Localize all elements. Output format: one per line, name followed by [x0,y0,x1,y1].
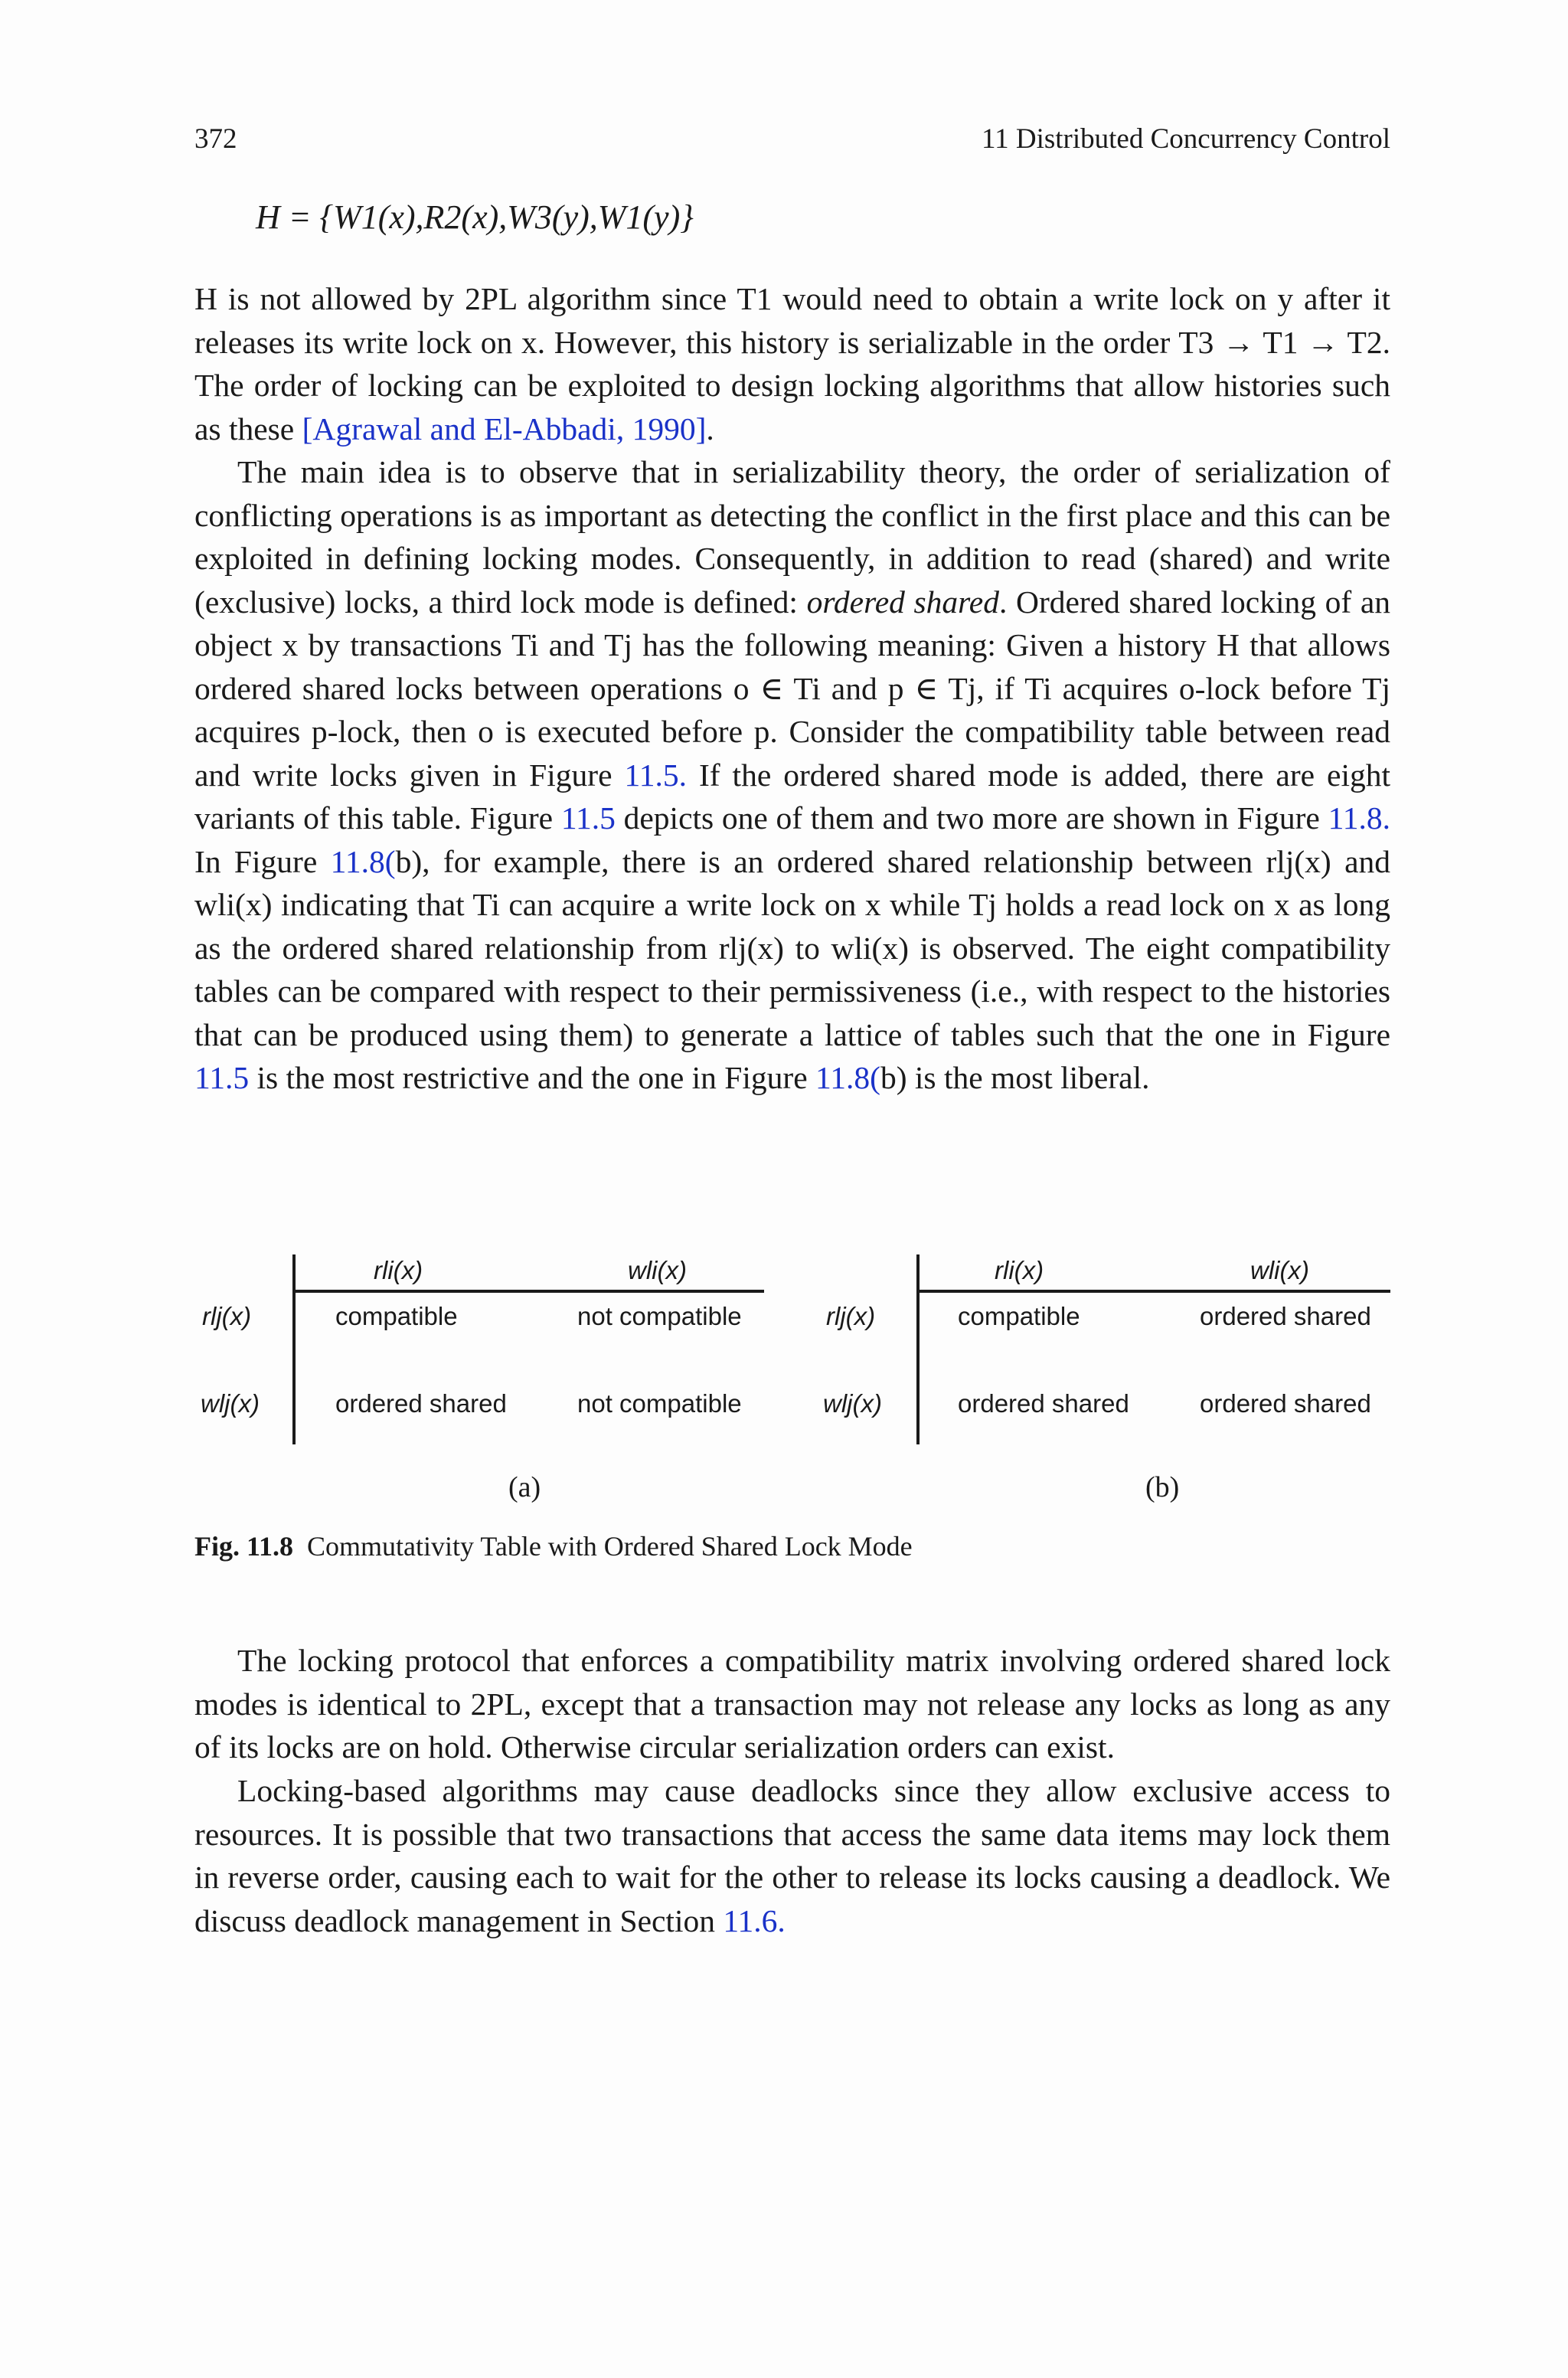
paragraph-2-text-f: b), for example, there is an ordered shared relationship between rlj(x) and wli(x) indicating that Ti can acquire a write lock on x while Tj holds a read lock on x as long as the ordered shared relationship from rlj(x) to wli(x) is observed. The eight compatibility tables can be compared with respect to their permissiveness (i.e., with respect to the histories that can be produced using them) to generate a lattice of tables such that the one in Figure [194,843,1391,1052]
row-header: rlj(x) [826,1302,876,1330]
paragraph-2-text-a: The main idea is to observe that in serializability theory, the order of serialization of conflicting operations is as important as detecting the conflict in the first place and this can be exploited in defining locking modes. Consequently, in addition to read (shared) and write (exclusive) locks, a third lock mode is defined: [194,454,1390,620]
col-header: wli(x) [1250,1256,1309,1284]
col-header: rli(x) [995,1256,1044,1284]
figure-caption-text: Commutativity Table with Ordered Shared Lock Mode [307,1531,913,1562]
paragraph-1: H is not allowed by 2PL algorithm since T1 would need to obtain a write lock on y after it releases its write lock on x. However, this history is serializable in the order T3 → T1 → T2. The order of locking can be exploited to design locking algorithms that allow histories such as these [Agrawal and El-Abbadi, 1990]. [194,281,1390,446]
figure-11-8 [194,1241,1390,1532]
figure-ref-11-5[interactable]: 11.5 [560,800,616,836]
figure-caption [194,1530,913,1562]
paragraph-2-text-c: If the ordered shared mode is added, there are eight variants of this table. Figure [194,757,1391,836]
paragraph-4 [194,1769,1390,1942]
paragraph-2-text-e: In Figure [194,843,318,879]
table-cell: ordered shared [958,1389,1129,1418]
figure-ref-11-8[interactable]: 11.8. [1328,800,1391,836]
paragraph-2-text-b: Ordered shared locking of an object x by transactions Ti and Tj has the following meaning: Given a history H that allows ordered shared locks between operations o ∈ Ti and p ∈ Tj, if Ti acquires o-lock before Tj acquires p-lock, then o is executed before p. Consider the compatibility table between read and write locks given in Figure [194,584,1391,793]
citation-link[interactable]: [Agrawal and El-Abbadi, 1990] [302,411,707,446]
table-cell: compatible [335,1302,458,1330]
table-divider-vertical [916,1254,920,1444]
ordered-shared-emphasis: ordered shared [806,584,999,620]
figure-caption-label: Fig. 11.8 [194,1531,294,1562]
table-cell: not compatible [577,1302,742,1330]
running-title: 11 Distributed Concurrency Control [981,123,1390,155]
figure-ref-11-5[interactable]: 11.5. [624,757,687,793]
col-header: wli(x) [628,1256,687,1284]
row-header: rlj(x) [202,1302,252,1330]
table-cell: ordered shared [1200,1389,1371,1418]
table-divider-vertical [292,1254,296,1444]
table-cell: not compatible [577,1389,742,1418]
subfigure-label-a: (a) [508,1471,541,1503]
paragraph-1-text: H is not allowed by 2PL algorithm since T1 would need to obtain a write lock on y after it releases its write lock on x. However, this history is serializable in the order T3 → T1 → T2. The order of locking can be exploited to design locking algorithms that allow histories such as these [194,281,1390,446]
subfigure-label-b: (b) [1145,1471,1180,1503]
compat-table-b [818,1241,1390,1432]
paragraph-2-text-d: depicts one of them and two more are shown in Figure [623,800,1320,836]
section-ref-11-6[interactable]: 11.6. [723,1902,786,1938]
row-header: wlj(x) [823,1389,882,1418]
page-number: 372 [194,123,237,155]
paragraph-4-text: Locking-based algorithms may cause deadlocks since they allow exclusive access to resources. It is possible that two transactions that access the same data items may lock them in reverse order, causing each to wait for the other to release its locks causing a deadlock. We discuss deadlock management in Section [194,1773,1390,1938]
table-cell: ordered shared [1200,1302,1371,1330]
table-cell: ordered shared [335,1389,507,1418]
col-header: rli(x) [374,1256,423,1284]
paragraph-2: The main idea is to observe that in serializability theory, the order of serialization of conflicting operations is as important as detecting the conflict in the first place and this can be exploited in defining locking modes. Consequently, in addition to read (shared) and write (exclusive) locks, a third lock mode is defined: ordered shared. Ordered shared locking of an object x by transactions Ti and Tj has the following meaning: Given a history H that allows ordered shared locks between operations o ∈ Ti and p ∈ Tj, if Ti acquires o-lock before Tj acquires p-lock, then o is executed before p. Consider the compatibility table between read and write locks given in Figure 11.5. If the ordered shared mode is added, there are eight variants of this table. Figure 11.5 depicts one of them and two more are shown in Figure 11.8. In Figure 11.8(b), for example, there is an ordered shared relationship between rlj(x) and wli(x) indicating that Ti can acquire a write lock on x while Tj holds a read lock on x as long as the ordered shared relationship from rlj(x) to wli(x) is observed. The eight compatibility tables can be compared with respect to their permissiveness (i.e., with respect to the histories that can be produced using them) to generate a lattice of tables such that the one in Figure 11.5 is the most restrictive and the one in Figure 11.8(b) is the most liberal. [194,454,1391,1095]
table-divider-horizontal [916,1290,1390,1293]
paragraph-2-text-g: is the most restrictive and the one in Figure [256,1060,808,1095]
table-cell: compatible [958,1302,1080,1330]
paragraph-3: The locking protocol that enforces a compatibility matrix involving ordered shared lock modes is identical to 2PL, except that a transaction may not release any locks as long as any of its locks are on hold. Otherwise circular serialization orders can exist. [194,1643,1390,1765]
paragraph-2-text-h: b) is the most liberal. [880,1060,1150,1095]
figure-ref-11-5[interactable]: 11.5 [194,1060,250,1095]
table-divider-horizontal [292,1290,764,1293]
compat-table-a [194,1241,776,1432]
row-header: wlj(x) [201,1389,260,1418]
figure-ref-11-8[interactable]: 11.8( [330,843,396,879]
history-formula: H = {W1(x),R2(x),W3(y),W1(y)} [256,198,694,236]
figure-ref-11-8[interactable]: 11.8( [815,1060,880,1095]
